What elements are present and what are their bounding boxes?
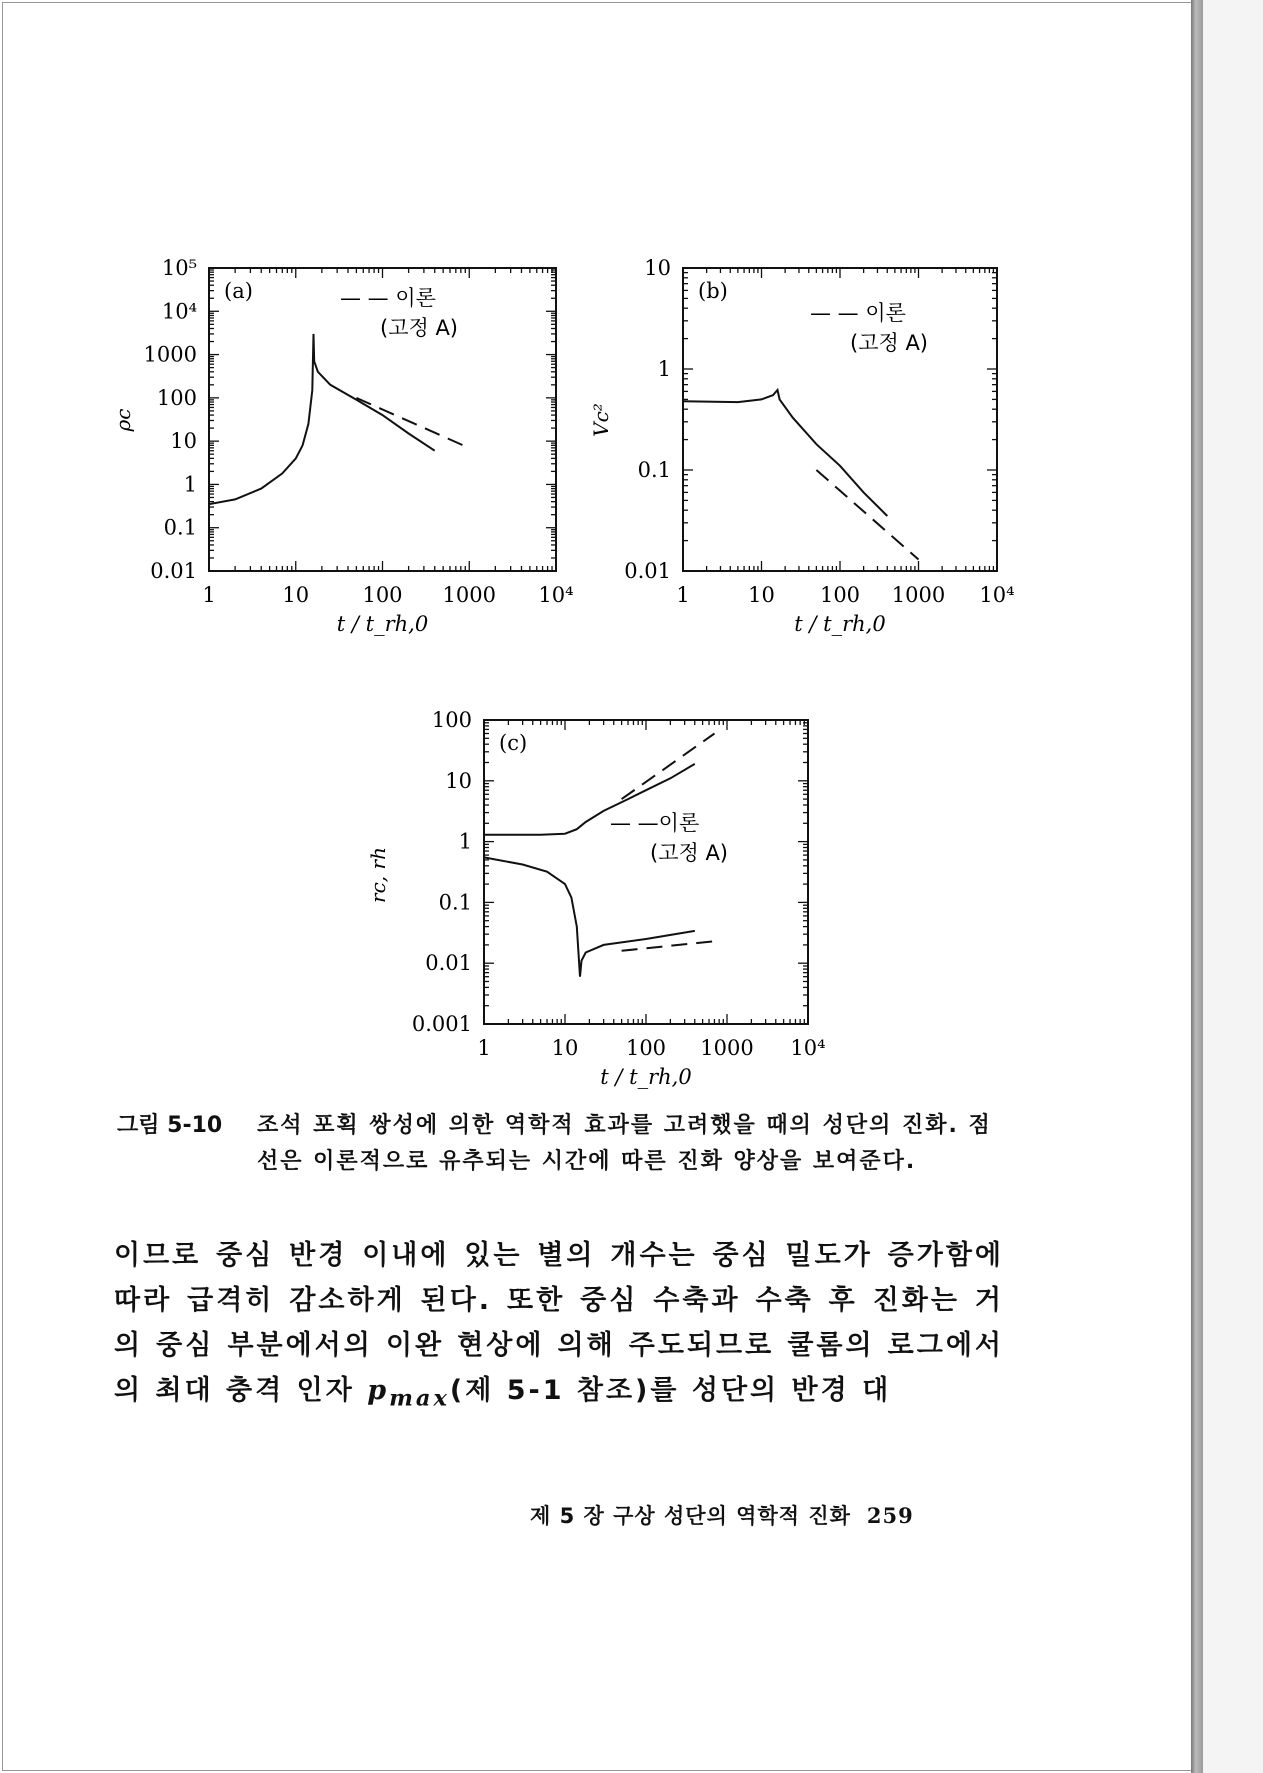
y-tick-label: 1000 xyxy=(143,342,197,367)
theory-dashed-line xyxy=(622,734,715,800)
symbol-sub: max xyxy=(389,1385,450,1412)
legend-entry-sub: (고정 A) xyxy=(650,841,728,865)
caption-text: 조석 포획 쌍성에 의한 역학적 효과를 고려했을 때의 성단의 진화. 점선은 이론적으로 유추되는 시간에 따른 진화 양상을 보여준다. xyxy=(257,1113,992,1174)
plot-frame xyxy=(484,720,808,1024)
caption-label: 그림 5-10 xyxy=(117,1113,223,1138)
x-tick-label: 1 xyxy=(202,583,216,607)
y-tick-label: 1 xyxy=(657,357,671,381)
panel-label: (b) xyxy=(698,279,728,303)
figure-caption xyxy=(117,1108,1007,1180)
running-footer xyxy=(530,1500,914,1530)
panel-label: (a) xyxy=(224,279,253,303)
y-tick-label: 10⁵ xyxy=(161,256,197,280)
y-tick-label: 0.01 xyxy=(624,559,671,583)
theory-dashed-line xyxy=(816,470,918,560)
page-number: 259 xyxy=(866,1503,914,1528)
body-text-after: (제 5-1 참조)를 성단의 반경 대 xyxy=(449,1375,892,1406)
simulation-curve xyxy=(209,334,435,504)
x-tick-label: 10 xyxy=(282,583,310,607)
legend-entry: — — 이론 xyxy=(810,301,906,325)
x-axis-label: t / t_rh,0 xyxy=(794,612,886,636)
theory-dashed-line xyxy=(356,398,463,445)
legend-entry-sub: (고정 A) xyxy=(850,331,928,355)
y-tick-label: 0.1 xyxy=(637,458,671,482)
y-tick-label: 0.001 xyxy=(411,1012,472,1036)
legend-entry-sub: (고정 A) xyxy=(380,316,458,340)
legend-entry: — —이론 xyxy=(610,811,700,835)
y-tick-label: 1 xyxy=(458,829,472,854)
chart-panel-3 xyxy=(366,708,826,1089)
symbol-p: p xyxy=(367,1375,390,1406)
x-tick-label: 1000 xyxy=(700,1036,754,1060)
x-tick-label: 1000 xyxy=(442,583,496,607)
y-tick-label: 0.01 xyxy=(150,559,197,583)
x-tick-label: 10⁴ xyxy=(538,583,574,607)
chart-panel-2 xyxy=(589,256,1015,636)
y-tick-label: 0.1 xyxy=(163,515,197,540)
plot-frame xyxy=(209,268,556,571)
y-tick-label: 1 xyxy=(183,472,197,497)
x-tick-label: 100 xyxy=(625,1036,667,1060)
body-paragraph xyxy=(114,1233,1004,1421)
simulation-curve xyxy=(683,390,887,516)
x-axis-label: t / t_rh,0 xyxy=(336,612,429,636)
y-tick-label: 10 xyxy=(644,256,671,280)
y-tick-label: 0.1 xyxy=(438,890,472,915)
x-tick-label: 1 xyxy=(676,583,690,607)
x-tick-label: 10 xyxy=(748,583,775,607)
y-axis-label: rc, rh xyxy=(366,847,390,903)
panel-label: (c) xyxy=(499,731,528,755)
y-tick-label: 10⁴ xyxy=(161,299,197,324)
y-tick-label: 100 xyxy=(156,385,197,410)
y-tick-label: 0.01 xyxy=(425,951,472,976)
x-tick-label: 10⁴ xyxy=(790,1036,826,1060)
simulation-curve xyxy=(484,857,695,976)
y-axis-label: ρc xyxy=(111,408,135,432)
x-tick-label: 1000 xyxy=(891,583,946,607)
theory-dashed-line xyxy=(622,941,715,951)
chapter-title: 제 5 장 구상 성단의 역학적 진화 xyxy=(530,1504,851,1528)
x-tick-label: 100 xyxy=(362,583,403,607)
x-tick-label: 10⁴ xyxy=(979,583,1015,607)
chart-panel-1 xyxy=(111,256,574,636)
legend-entry: — — 이론 xyxy=(340,286,436,310)
y-tick-label: 10 xyxy=(445,768,472,793)
y-tick-label: 10 xyxy=(170,429,197,454)
x-tick-label: 1 xyxy=(477,1036,491,1060)
body-text-before: 이므로 중심 반경 이내에 있는 별의 개수는 중심 밀도가 증가함에 따라 급격히 감소하게 된다. 또한 중심 수축과 수축 후 진화는 거의 중심 부분에서의 이완 현상에 의해 주도되므로 쿨롬의 로그에서의 최대 충격 인자 xyxy=(114,1240,1004,1406)
y-tick-label: 100 xyxy=(431,708,472,732)
x-axis-label: t / t_rh,0 xyxy=(600,1065,692,1089)
y-axis-label: Vc² xyxy=(589,403,613,437)
x-tick-label: 10 xyxy=(551,1036,579,1060)
x-tick-label: 100 xyxy=(819,583,861,607)
